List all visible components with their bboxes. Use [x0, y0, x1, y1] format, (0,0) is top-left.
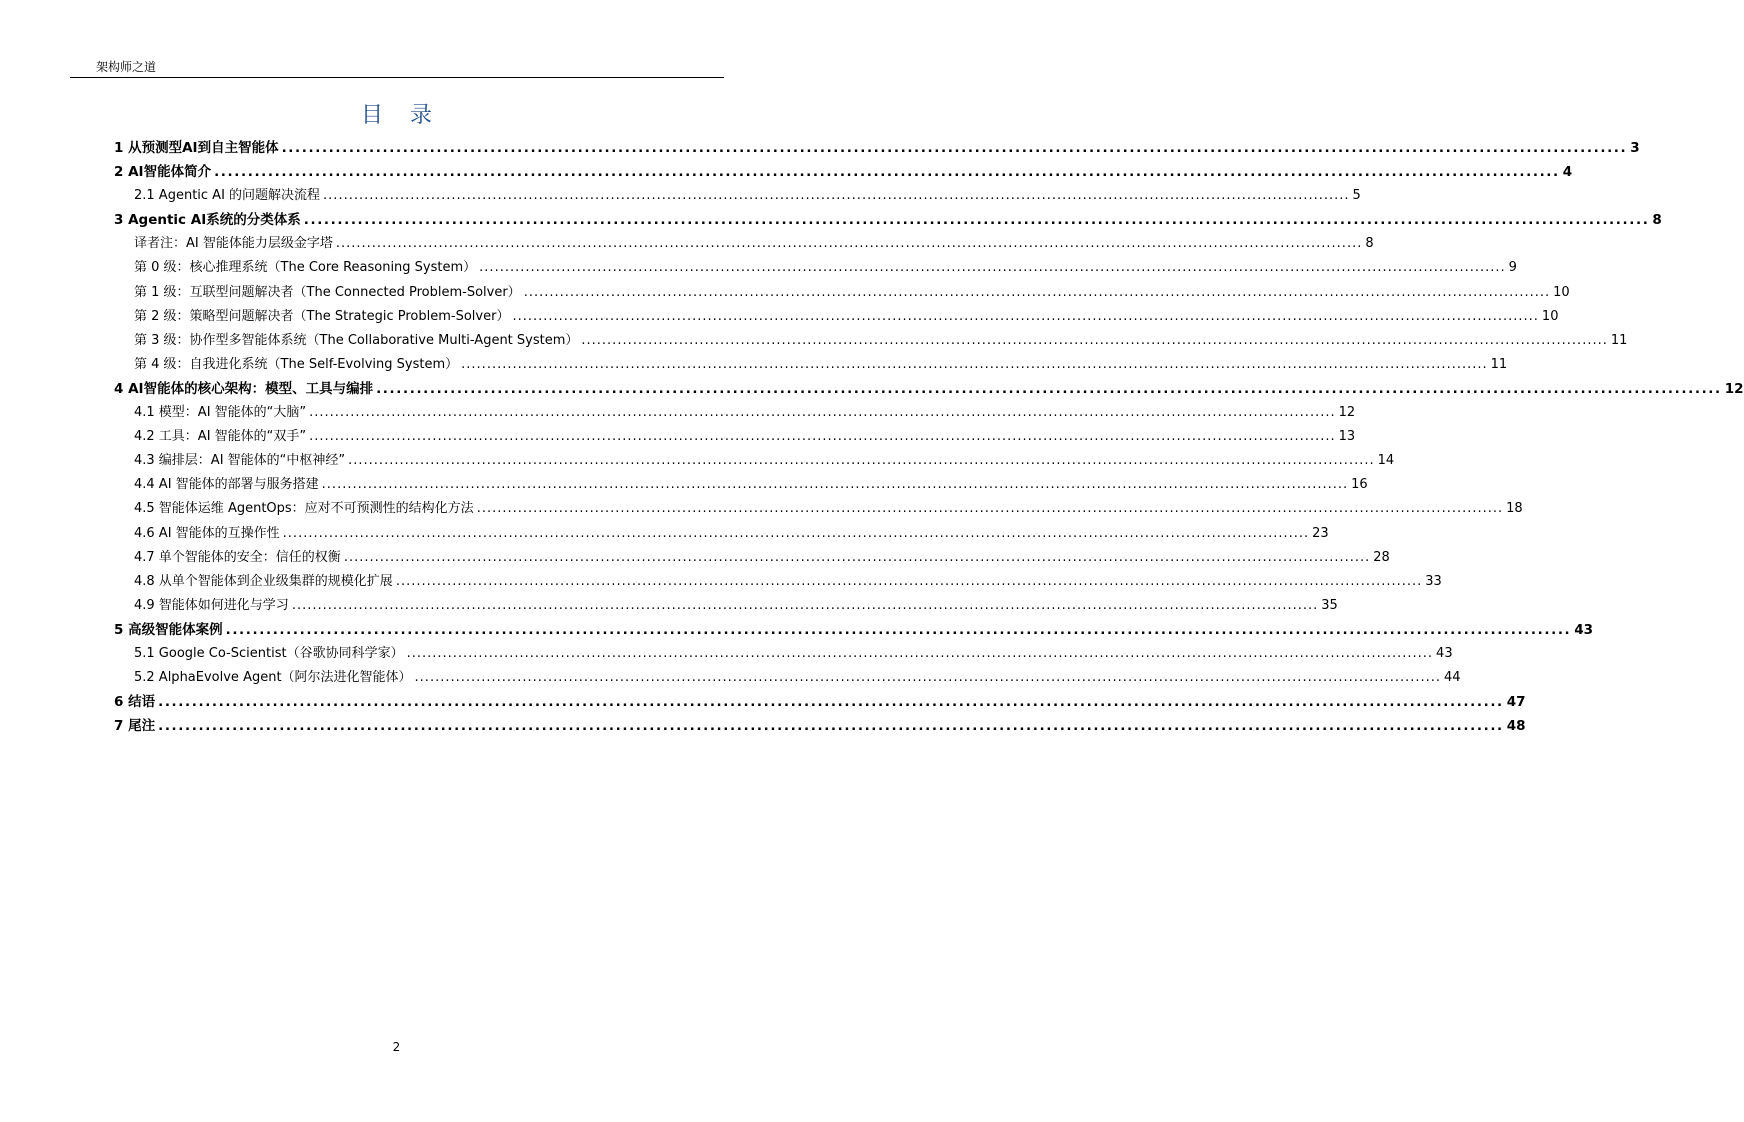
toc-entry-page: 11: [1490, 356, 1508, 372]
toc-entry-title: 4.2 工具：AI 智能体的“双手”: [134, 429, 307, 445]
toc-entry[interactable]: [114, 425, 1356, 449]
toc-entry[interactable]: [114, 281, 1570, 305]
toc-entry[interactable]: [114, 666, 1461, 690]
toc-entry[interactable]: [114, 690, 1526, 714]
toc-entry-page: 12: [1724, 380, 1744, 397]
toc-entry-page: 3: [1630, 140, 1640, 156]
toc-entry-page: 18: [1506, 501, 1523, 517]
toc-entry-title: 4.8 从单个智能体到企业级集群的规模化扩展: [134, 573, 393, 589]
toc-entry-page: 16: [1351, 477, 1368, 493]
toc-dot-leader: ........................................................................................................................................................................................................: [479, 260, 1506, 276]
toc-dot-leader: ........................................................................................................................................................................................................: [282, 525, 1310, 541]
toc-entry-page: 48: [1506, 718, 1526, 735]
toc-entry-page: 8: [1652, 212, 1662, 229]
toc-entry[interactable]: [114, 594, 1338, 618]
toc-entry[interactable]: [114, 232, 1374, 256]
toc-entry-title: 3 Agentic AI系统的分类体系: [114, 212, 301, 229]
toc-dot-leader: ........................................................................................................................................................................................................: [281, 140, 1628, 156]
toc-entry-title: 第 0 级：核心推理系统（The Core Reasoning System）: [134, 260, 477, 276]
toc-entry[interactable]: [114, 208, 1662, 232]
toc-entry-title: 2 AI智能体简介: [114, 164, 212, 181]
toc-entry-title: 4.4 AI 智能体的部署与服务搭建: [134, 477, 319, 493]
toc-dot-leader: ........................................................................................................................................................................................................: [523, 284, 1551, 300]
toc-entry-page: 10: [1553, 284, 1570, 300]
toc-dot-leader: ........................................................................................................................................................................................................: [291, 597, 1319, 613]
toc-entry-title: 5.1 Google Co-Scientist（谷歌协同科学家）: [134, 645, 404, 661]
toc-entry[interactable]: [114, 353, 1508, 377]
page-number: 2: [392, 1040, 401, 1054]
toc-entry[interactable]: [114, 449, 1395, 473]
toc-entry[interactable]: [114, 522, 1329, 546]
toc-entry[interactable]: [114, 401, 1356, 425]
toc-entry-page: 5: [1352, 188, 1361, 204]
toc-entry-title: 5 高级智能体案例: [114, 621, 223, 638]
toc-dot-leader: ........................................................................................................................................................................................................: [335, 236, 1363, 252]
toc-entry-title: 4 AI智能体的核心架构：模型、工具与编排: [114, 380, 374, 397]
toc-entry[interactable]: [114, 642, 1453, 666]
table-of-contents: [114, 136, 1744, 738]
toc-entry[interactable]: [114, 473, 1368, 497]
toc-entry-page: 44: [1444, 670, 1461, 686]
toc-entry[interactable]: [114, 184, 1361, 208]
toc-entry-title: 译者注：AI 智能体能力层级金字塔: [134, 236, 333, 252]
toc-entry-title: 1 从预测型AI到自主智能体: [114, 140, 279, 156]
toc-entry[interactable]: [114, 618, 1594, 642]
toc-entry-title: 第 3 级：协作型多智能体系统（The Collaborative Multi-Agent System）: [134, 332, 579, 348]
toc-title: 目 录: [361, 103, 442, 128]
toc-dot-leader: ........................................................................................................................................................................................................: [376, 380, 1722, 397]
toc-entry-title: 4.1 模型：AI 智能体的“大脑”: [134, 405, 307, 421]
toc-dot-leader: ........................................................................................................................................................................................................: [476, 501, 1504, 517]
toc-dot-leader: ........................................................................................................................................................................................................: [214, 164, 1560, 181]
toc-dot-leader: ........................................................................................................................................................................................................: [406, 645, 1434, 661]
toc-entry-page: 12: [1338, 405, 1356, 421]
toc-entry-page: 23: [1312, 525, 1329, 541]
toc-dot-leader: ........................................................................................................................................................................................................: [321, 477, 1349, 493]
toc-entry-page: 14: [1377, 453, 1395, 469]
toc-entry[interactable]: [114, 546, 1390, 570]
toc-dot-leader: ........................................................................................................................................................................................................: [323, 188, 1350, 204]
toc-entry-title: 第 2 级：策略型问题解决者（The Strategic Problem-Solver）: [134, 308, 510, 324]
toc-entry-title: 4.6 AI 智能体的互操作性: [134, 525, 280, 541]
toc-dot-leader: ........................................................................................................................................................................................................: [348, 453, 1375, 469]
toc-dot-leader: ........................................................................................................................................................................................................: [309, 405, 1336, 421]
toc-dot-leader: ........................................................................................................................................................................................................: [225, 621, 1572, 638]
toc-entry-page: 10: [1541, 308, 1559, 324]
toc-entry[interactable]: [114, 570, 1442, 594]
toc-entry[interactable]: [114, 256, 1517, 280]
toc-dot-leader: ........................................................................................................................................................................................................: [581, 332, 1608, 348]
toc-entry-title: 2.1 Agentic AI 的问题解决流程: [134, 188, 321, 204]
toc-entry-page: 35: [1321, 597, 1338, 613]
toc-dot-leader: ........................................................................................................................................................................................................: [158, 718, 1504, 735]
toc-entry-page: 4: [1562, 164, 1573, 181]
toc-entry[interactable]: [114, 329, 1628, 353]
toc-dot-leader: ........................................................................................................................................................................................................: [512, 308, 1539, 324]
toc-entry-page: 28: [1373, 549, 1390, 565]
toc-dot-leader: ........................................................................................................................................................................................................: [309, 429, 1336, 445]
toc-entry-page: 33: [1425, 573, 1442, 589]
toc-entry-page: 43: [1436, 645, 1453, 661]
toc-entry[interactable]: [114, 136, 1640, 160]
toc-entry-title: 第 4 级：自我进化系统（The Self-Evolving System）: [134, 356, 459, 372]
toc-entry-title: 4.7 单个智能体的安全：信任的权衡: [134, 549, 341, 565]
toc-entry-title: 6 结语: [114, 694, 156, 711]
toc-entry-page: 13: [1338, 429, 1356, 445]
toc-entry[interactable]: [114, 497, 1523, 521]
toc-dot-leader: ........................................................................................................................................................................................................: [343, 549, 1371, 565]
toc-entry-page: 43: [1574, 621, 1594, 638]
toc-entry[interactable]: [114, 377, 1744, 401]
toc-entry-title: 7 尾注: [114, 718, 156, 735]
toc-dot-leader: ........................................................................................................................................................................................................: [303, 212, 1650, 229]
toc-entry-title: 4.3 编排层：AI 智能体的“中枢神经”: [134, 453, 346, 469]
toc-entry-title: 第 1 级：互联型问题解决者（The Connected Problem-Solver）: [134, 284, 521, 300]
toc-entry[interactable]: [114, 160, 1573, 184]
header-title: 架构师之道: [96, 60, 157, 74]
toc-entry-title: 4.5 智能体运维 AgentOps：应对不可预测性的结构化方法: [134, 501, 474, 517]
running-header: [70, 60, 724, 78]
toc-entry-page: 11: [1610, 332, 1628, 348]
toc-entry[interactable]: [114, 305, 1559, 329]
toc-entry-title: 5.2 AlphaEvolve Agent（阿尔法进化智能体）: [134, 670, 412, 686]
toc-entry-title: 4.9 智能体如何进化与学习: [134, 597, 289, 613]
toc-entry[interactable]: [114, 714, 1526, 738]
toc-dot-leader: ........................................................................................................................................................................................................: [461, 356, 1488, 372]
toc-dot-leader: ........................................................................................................................................................................................................: [414, 670, 1442, 686]
toc-entry-page: 8: [1365, 236, 1374, 252]
toc-dot-leader: ........................................................................................................................................................................................................: [158, 694, 1504, 711]
toc-entry-page: 9: [1508, 260, 1517, 276]
toc-entry-page: 47: [1506, 694, 1526, 711]
toc-dot-leader: ........................................................................................................................................................................................................: [395, 573, 1423, 589]
